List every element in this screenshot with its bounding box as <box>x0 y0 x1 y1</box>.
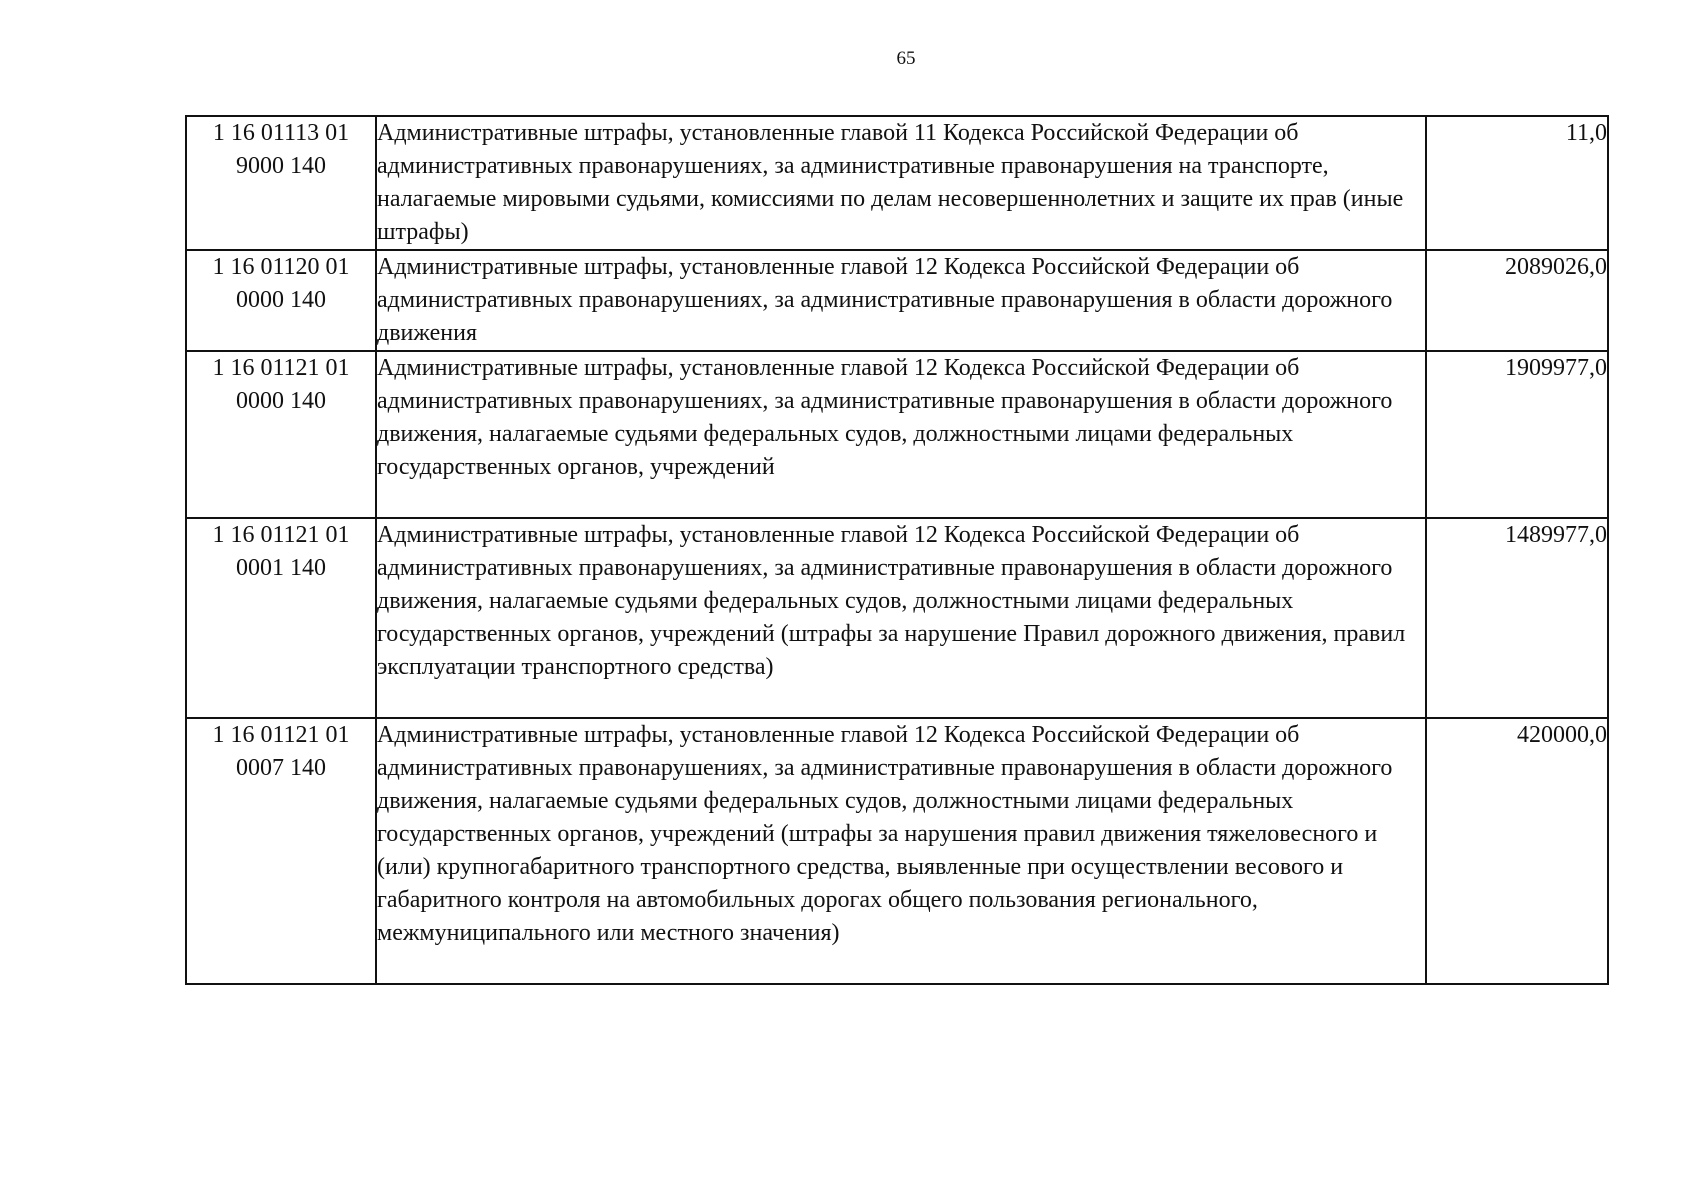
revenue-description: Административные штрафы, установленные главой 12 Кодекса Российской Федерации об административных правонарушениях, за административные правонарушения в области дорожного движения, налагаемые судьями федеральных судов, должностными лицами федеральных государственных органов, учреждений <box>376 351 1426 518</box>
revenue-table <box>185 115 1609 985</box>
amount-value: 1909977,0 <box>1426 351 1608 518</box>
budget-code: 1 16 01113 01 9000 140 <box>186 116 376 250</box>
revenue-description: Административные штрафы, установленные главой 11 Кодекса Российской Федерации об административных правонарушениях, за административные правонарушения на транспорте, налагаемые мировыми судьями, комиссиями по делам несовершеннолетних и защите их прав (иные штрафы) <box>376 116 1426 250</box>
amount-value: 2089026,0 <box>1426 250 1608 351</box>
table-row <box>186 718 1608 984</box>
page-number: 65 <box>896 48 916 69</box>
table-row <box>186 116 1608 250</box>
table-row <box>186 250 1608 351</box>
budget-code: 1 16 01120 01 0000 140 <box>186 250 376 351</box>
budget-code: 1 16 01121 01 0000 140 <box>186 351 376 518</box>
amount-value: 420000,0 <box>1426 718 1608 984</box>
revenue-description: Административные штрафы, установленные главой 12 Кодекса Российской Федерации об административных правонарушениях, за административные правонарушения в области дорожного движения, налагаемые судьями федеральных судов, должностными лицами федеральных государственных органов, учреждений (штрафы за нарушения правил движения тяжеловесного и (или) крупногабаритного транспортного средства, выявленные при осуществлении весового и габаритного контроля на автомобильных дорогах общего пользования регионального, межмуниципального или местного значения) <box>376 718 1426 984</box>
budget-code: 1 16 01121 01 0001 140 <box>186 518 376 718</box>
budget-code: 1 16 01121 01 0007 140 <box>186 718 376 984</box>
revenue-description: Административные штрафы, установленные главой 12 Кодекса Российской Федерации об административных правонарушениях, за административные правонарушения в области дорожного движения, налагаемые судьями федеральных судов, должностными лицами федеральных государственных органов, учреждений (штрафы за нарушение Правил дорожного движения, правил эксплуатации транспортного средства) <box>376 518 1426 718</box>
amount-value: 11,0 <box>1426 116 1608 250</box>
amount-value: 1489977,0 <box>1426 518 1608 718</box>
revenue-description: Административные штрафы, установленные главой 12 Кодекса Российской Федерации об административных правонарушениях, за административные правонарушения в области дорожного движения <box>376 250 1426 351</box>
table-row <box>186 518 1608 718</box>
table-row <box>186 351 1608 518</box>
